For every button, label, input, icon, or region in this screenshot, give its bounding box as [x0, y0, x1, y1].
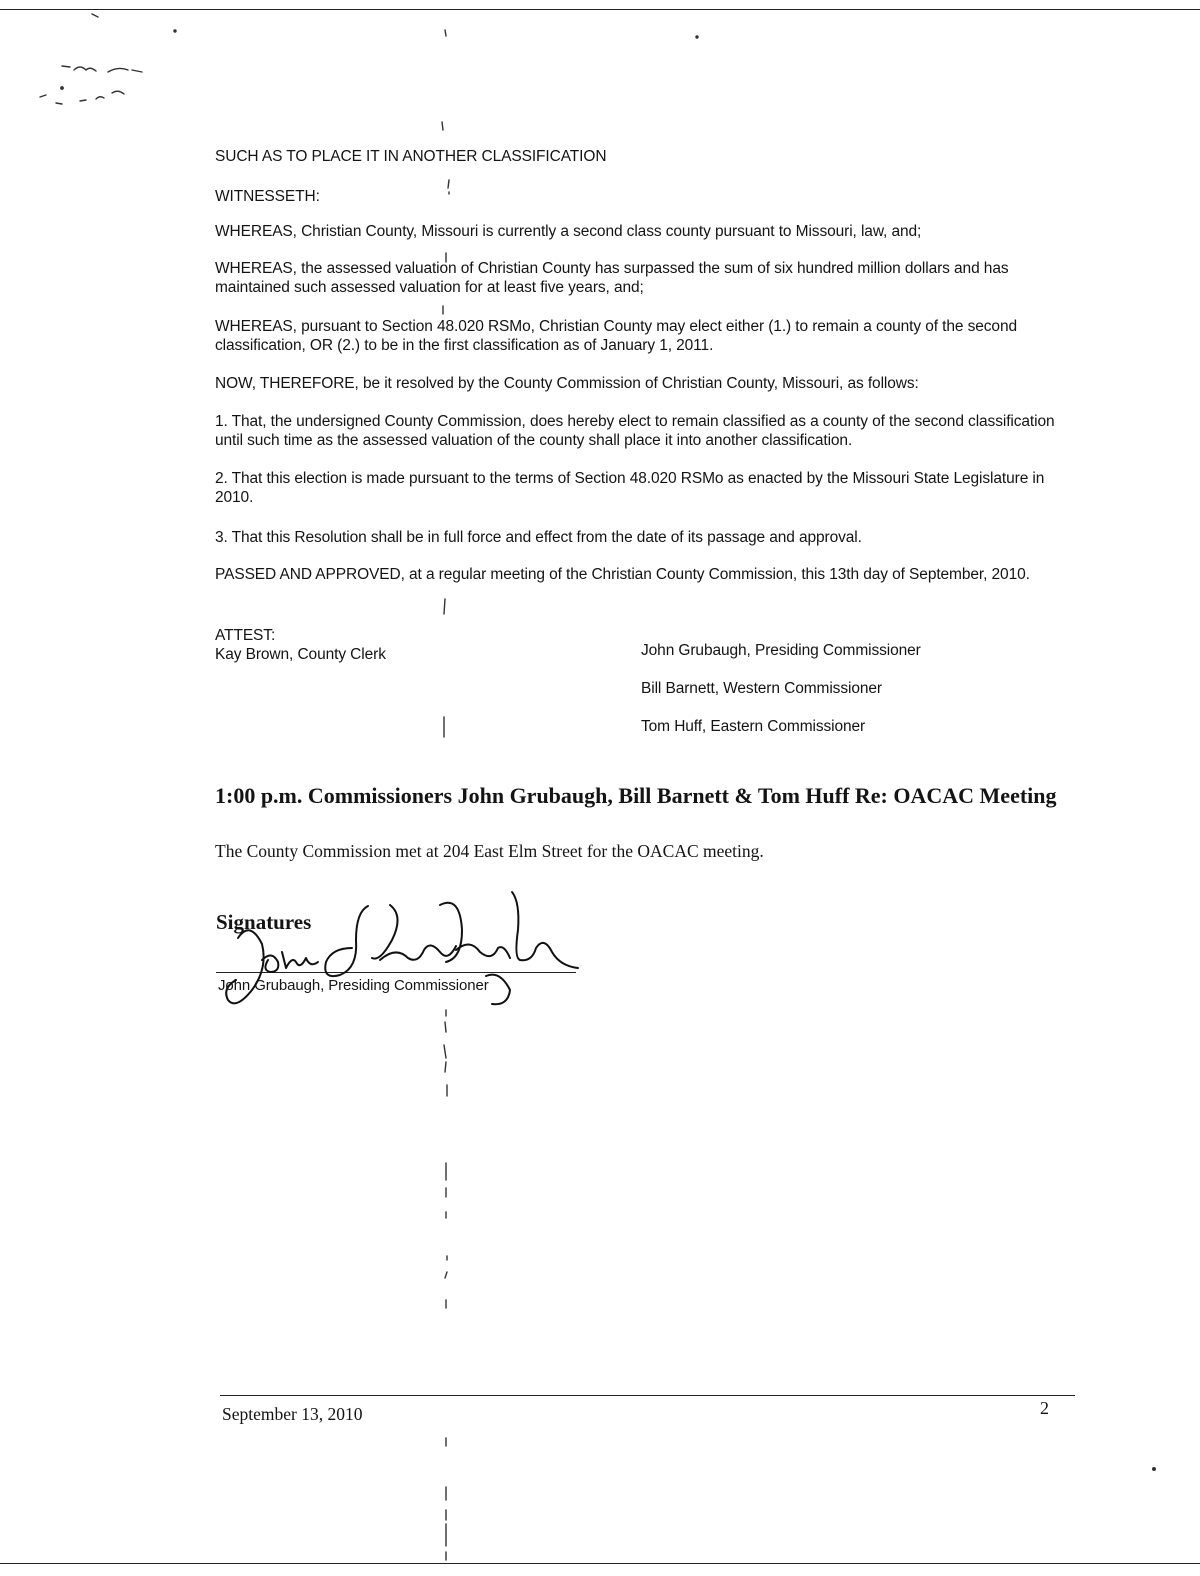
witnesseth-label: WITNESSETH: — [215, 188, 320, 205]
footer-date: September 13, 2010 — [222, 1404, 363, 1424]
continuation-heading: SUCH AS TO PLACE IT IN ANOTHER CLASSIFICATION — [215, 148, 607, 165]
resolution-item-3: 3. That this Resolution shall be in full force and effect from the date of its passage and approval. — [215, 529, 862, 546]
whereas-clause-2: WHEREAS, the assessed valuation of Christian County has surpassed the sum of six hundred million dollars and has maintained such assessed valuation for at least five years, and; — [215, 260, 1009, 296]
western-commissioner-name: Bill Barnett, Western Commissioner — [641, 680, 882, 697]
signatures-heading: Signatures — [216, 910, 312, 934]
passed-and-approved: PASSED AND APPROVED, at a regular meeting of the Christian County Commission, this 13th day of September, 2010. — [215, 566, 1030, 583]
meeting-heading: 1:00 p.m. Commissioners John Grubaugh, Bill Barnett & Tom Huff Re: OACAC Meeting — [215, 783, 1057, 808]
page-number: 2 — [1040, 1398, 1049, 1418]
whereas-clause-1: WHEREAS, Christian County, Missouri is currently a second class county pursuant to Missouri, law, and; — [215, 223, 922, 240]
footer-rule — [220, 1395, 1075, 1396]
whereas-clause-3: WHEREAS, pursuant to Section 48.020 RSMo, Christian County may elect either (1.) to remain a county of the second classification, OR (2.) to be in the first classification as of January 1, 2011. — [215, 318, 1017, 354]
bottom-scan-edge — [0, 1563, 1200, 1564]
eastern-commissioner-name: Tom Huff, Eastern Commissioner — [641, 718, 866, 735]
county-clerk-name: Kay Brown, County Clerk — [215, 646, 386, 663]
attest-label: ATTEST: — [215, 627, 276, 644]
resolution-item-2: 2. That this election is made pursuant to the terms of Section 48.020 RSMo as enacted by the Missouri State Legislature in 2010. — [215, 470, 1045, 506]
resolution-item-1: 1. That, the undersigned County Commission, does hereby elect to remain classified as a county of the second classification until such time as the assessed valuation of the county shall place it into another classification. — [215, 413, 1055, 449]
signature-name-line: John Grubaugh, Presiding Commissioner — [218, 977, 489, 994]
now-therefore-clause: NOW, THEREFORE, be it resolved by the County Commission of Christian County, Missouri, as follows: — [215, 375, 919, 392]
meeting-description: The County Commission met at 204 East Elm Street for the OACAC meeting. — [215, 841, 764, 861]
presiding-commissioner-name: John Grubaugh, Presiding Commissioner — [641, 642, 921, 659]
